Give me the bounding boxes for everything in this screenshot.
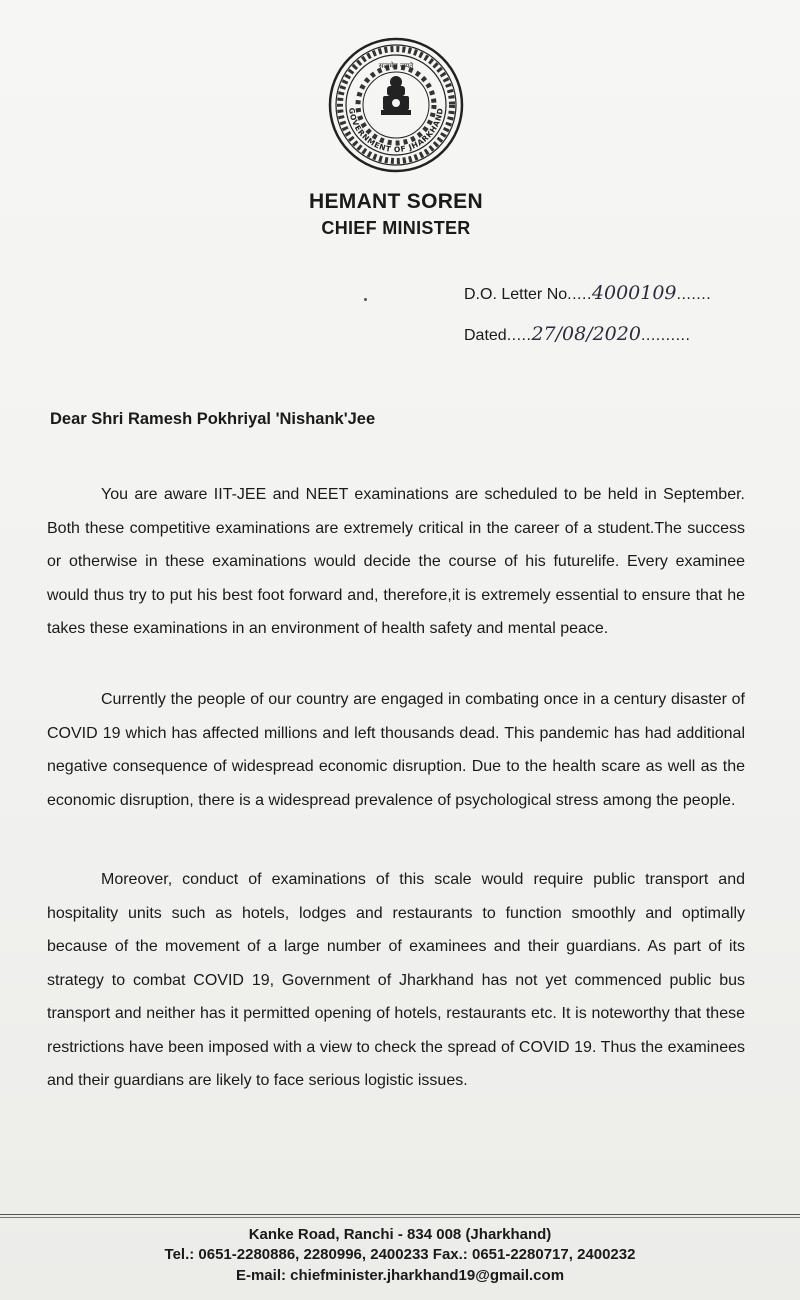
footer-phone: Tel.: 0651-2280886, 2280996, 2400233 Fax.: 0651-2280717, 2400232 bbox=[164, 1246, 636, 1263]
government-emblem-seal bbox=[327, 36, 465, 174]
sender-name: HEMANT SOREN bbox=[309, 190, 483, 213]
paragraph-2 bbox=[47, 683, 745, 817]
footer-divider-secondary bbox=[0, 1217, 800, 1218]
letter-number-value: 4000109 bbox=[591, 282, 677, 304]
footer-address: Kanke Road, Ranchi - 834 008 (Jharkhand) bbox=[248, 1226, 552, 1243]
letter-number-line: D.O. Letter No.....4000109....... bbox=[464, 282, 712, 304]
emblem-top-text: सत्यमेव जयते bbox=[378, 62, 414, 70]
salutation: Dear Shri Ramesh Pokhriyal 'Nishank'Jee bbox=[50, 410, 376, 428]
paragraph-text: You are aware IIT-JEE and NEET examinations are scheduled to be held in September. Both these competitive examinations are extremely critical in the career of a student.The success or otherwise in these examinations would decide the course of his futurelife. Every examinee would thus try to put his best foot forward and, therefore,it is extremely essential to ensure that he takes these examinations in an environment of health safety and mental peace. bbox=[47, 486, 745, 637]
footer-email: E-mail: chiefminister.jharkhand19@gmail.com bbox=[235, 1267, 565, 1284]
paragraph-3 bbox=[47, 863, 745, 1098]
dated-value: 27/08/2020 bbox=[531, 323, 641, 345]
paragraph-text: Currently the people of our country are engaged in combating once in a century disaster of COVID 19 which has affected millions and left thousands dead. This pandemic has had additional negative consequence of widespread economic disruption. Due to the health scare as well as the economic disruption, there is a widespread prevalence of psychological stress among the people. bbox=[47, 691, 745, 809]
paragraph-text: Moreover, conduct of examinations of this scale would require public transport and hospitality units such as hotels, lodges and restaurants to function smoothly and optimally because of the movement of a large number of examinees and their guardians. As part of its strategy to combat COVID 19, Government of Jharkhand has not yet commenced public bus transport and neither has it permitted opening of hotels, restaurants etc. It is noteworthy that these restrictions have been imposed with a view to check the spread of COVID 19. Thus the examinees and their guardians are likely to face serious logistic issues. bbox=[47, 871, 745, 1089]
emblem-ring-text: GOVERNMENT OF JHARKHAND bbox=[347, 107, 445, 155]
paper-speck bbox=[364, 298, 367, 301]
paragraph-1 bbox=[47, 478, 745, 646]
dated-label: Dated bbox=[464, 327, 507, 344]
letter-number-label: D.O. Letter No bbox=[464, 286, 568, 303]
footer-divider bbox=[0, 1214, 800, 1215]
dated-line: Dated.....27/08/2020.......... bbox=[464, 323, 691, 345]
sender-designation: CHIEF MINISTER bbox=[321, 218, 471, 238]
